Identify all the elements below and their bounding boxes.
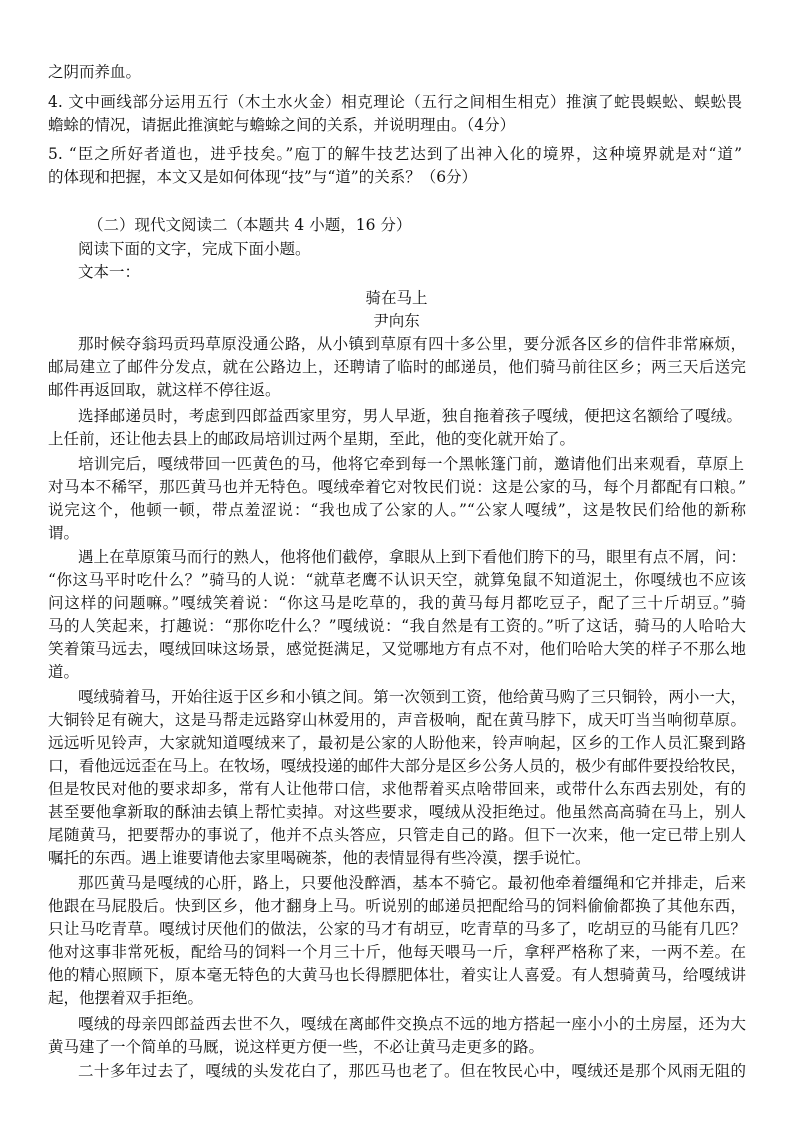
paragraph-line: 马的人笑起来，打趣说：“那你吃什么？”嘎绒说：“我自然是有工资的。”听了这话，骑马的人哈哈大 bbox=[48, 617, 746, 635]
text-line: 之阴而养血。 bbox=[48, 63, 142, 81]
question-5: 5. “臣之所好者道也，进乎技矣。”庖丁的解牛技艺达到了出神入化的境界，这种境界就是对“道” bbox=[48, 145, 742, 163]
paragraph-line: 那时候夺翁玛贡玛草原没通公路，从小镇到草原有四十多公里，要分派各区乡的信件非常麻烦， bbox=[78, 335, 746, 353]
paragraph-line: 对马本不稀罕，那匹黄马也并无特色。嘎绒牵着它对牧民们说：这是公家的马，每个月都配有口粮。” bbox=[48, 478, 746, 496]
paragraph-line: 尾随黄马，把要帮办的事说了，他并不点头答应，只管走自己的路。但下一次来，他一定已带上别人 bbox=[48, 826, 746, 844]
paragraph-line: 口，看他远远歪在马上。在牧场，嘎绒投递的邮件大部分是区乡公务人员的，极少有邮件要投给牧民， bbox=[48, 757, 746, 775]
paragraph-line: 嘎绒的母亲四郎益西去世不久，嘎绒在离邮件交换点不远的地方搭起一座小小的土房屋，还为大 bbox=[78, 1015, 746, 1033]
section-heading: （二）现代文阅读二（本题共 4 小题，16 分） bbox=[88, 216, 412, 234]
paragraph-line: “你这马平时吃什么？”骑马的人说：“就草老鹰不认识天空，就算兔鼠不知道泥土，你嘎绒也不应该 bbox=[48, 571, 746, 589]
text-label: 文本一： bbox=[78, 263, 141, 281]
article-title: 骑在马上 bbox=[365, 289, 428, 307]
paragraph-line: 问这样的问题嘛。”嘎绒笑着说：“你这马是吃草的，我的黄马每月都吃豆子，配了三十斤胡豆。”骑 bbox=[48, 594, 746, 612]
paragraph-line: 他跟在马屁股后。快到区乡，他才翻身上马。听说别的邮递员把配给马的饲料偷偷都换了其他东西， bbox=[48, 897, 746, 915]
paragraph-line: 二十多年过去了，嘎绒的头发花白了，那匹马也老了。但在牧民心中，嘎绒还是那个风雨无阻的 bbox=[78, 1062, 746, 1080]
paragraph-line: 谓。 bbox=[48, 524, 80, 542]
paragraph-line: 他的精心照顾下，原本毫无特色的大黄马也长得膘肥体壮，着实让人喜爱。有人想骑黄马，给嘎绒讲 bbox=[48, 966, 746, 984]
paragraph-line: 黄马建了一个简单的马厩，说这样更方便一些，不必让黄马走更多的路。 bbox=[48, 1038, 545, 1056]
text-line: 蟾蜍的情况，请据此推演蛇与蟾蜍之间的关系，并说明理由。（4分） bbox=[48, 116, 516, 134]
paragraph-line: 笑着策马远去，嘎绒回味这场景，感觉挺满足，又觉哪地方有点不对，他们哈哈大笑的样子不那么地 bbox=[48, 640, 746, 658]
paragraph-line: 只让马吃青草。嘎绒讨厌他们的做法，公家的马才有胡豆，吃青草的马多了，吃胡豆的马能有几匹？ bbox=[48, 920, 746, 938]
paragraph-line: 邮件再返回取，就这样不停往返。 bbox=[48, 381, 281, 399]
paragraph-line: 说完这个，他顿一顿，带点羞涩说：“我也成了公家的人。”“公家人嘎绒”，这是牧民们给他的新称 bbox=[48, 501, 746, 519]
paragraph-line: 那匹黄马是嘎绒的心肝，路上，只要他没醉酒，基本不骑它。最初他牵着缰绳和它并排走，后来 bbox=[78, 874, 746, 892]
paragraph-line: 培训完后，嘎绒带回一匹黄色的马，他将它牵到每一个黑帐篷门前，邀请他们出来观看，草原上 bbox=[78, 455, 744, 473]
paragraph-line: 大铜铃足有碗大，这是马帮走远路穿山林爱用的，声音极响，配在黄马脖下，成天叮当当响彻草原。 bbox=[48, 711, 746, 729]
paragraph-line: 嘎绒骑着马，开始往返于区乡和小镇之间。第一次领到工资，他给黄马购了三只铜铃，两小一大， bbox=[78, 688, 746, 706]
paragraph-line: 遇上在草原策马而行的熟人，他将他们截停，拿眼从上到下看他们胯下的马，眼里有点不屑，问： bbox=[78, 548, 746, 566]
instruction: 阅读下面的文字，完成下面小题。 bbox=[78, 240, 311, 258]
text-line: 的体现和把握，本文又是如何体现“技”与“道”的关系？（6分） bbox=[48, 168, 478, 186]
paragraph-line: 但是牧民对他的要求却多，常有人让他带口信，求他帮着买点啥带回来，或带什么东西去别处，有的 bbox=[48, 780, 746, 798]
article-author: 尹向东 bbox=[373, 312, 420, 330]
paragraph-line: 起，他摆着双手拒绝。 bbox=[48, 989, 204, 1007]
paragraph-line: 远远听见铃声，大家就知道嘎绒来了，最初是公家的人盼他来，铃声响起，区乡的工作人员汇聚到路 bbox=[48, 734, 746, 752]
paragraph-line: 嘱托的东西。遇上谁要请他去家里喝碗茶，他的表情显得有些冷漠，摆手说忙。 bbox=[48, 849, 591, 867]
paragraph-line: 选择邮递员时，考虑到四郎益西家里穷，男人早逝，独自拖着孩子嘎绒，便把这名额给了嘎绒。 bbox=[78, 407, 742, 425]
paragraph-line: 道。 bbox=[48, 663, 80, 681]
paragraph-line: 邮局建立了邮件分发点，就在公路边上，还聘请了临时的邮递员，他们骑马前往区乡；两三天后送完 bbox=[48, 358, 746, 376]
paragraph-line: 上任前，还让他去县上的邮政局培训过两个星期，至此，他的变化就开始了。 bbox=[48, 430, 576, 448]
question-4: 4. 文中画线部分运用五行（木土水火金）相克理论（五行之间相生相克）推演了蛇畏蜈蚣、蜈蚣畏 bbox=[48, 93, 743, 111]
paragraph-line: 甚至要他拿新取的酥油去镇上帮忙卖掉。对这些要求，嘎绒从没拒绝过。他虽然高高骑在马上，别人 bbox=[48, 803, 746, 821]
paragraph-line: 他对这事非常死板，配给马的饲料一个月三十斤，他每天喂马一斤，拿秤严格称了来，一两不差。在 bbox=[48, 943, 746, 961]
